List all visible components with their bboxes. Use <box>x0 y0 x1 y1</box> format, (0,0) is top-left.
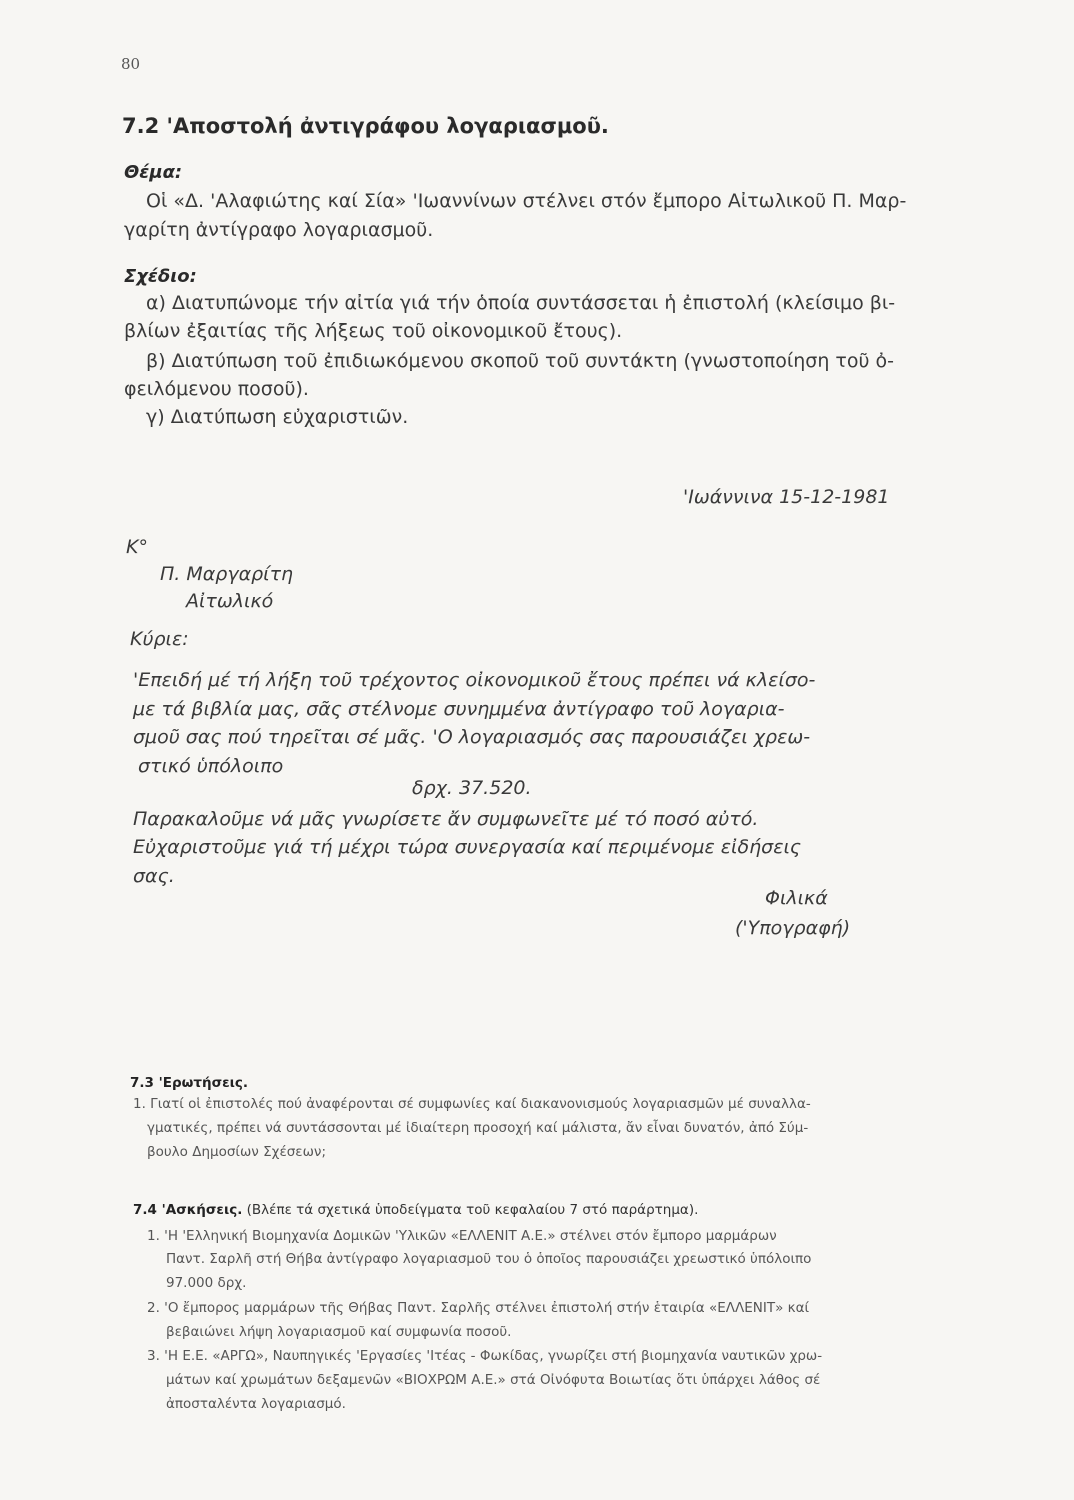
letter-body-line: στικό ὑπόλοιπο <box>138 755 284 777</box>
plan-line: βλίων ἐξαιτίας τῆς λήξεως τοῦ οἰκονομικοῦ ἔτους). <box>124 320 623 342</box>
letter-signoff: Φιλικά <box>765 887 828 909</box>
letter-signature: ('Υπογραφή) <box>735 917 851 939</box>
plan-line: α) Διατυπώνομε τήν αἰτία γιά τήν ὁποία συντάσσεται ἡ ἐπιστολή (κλείσιμο βι- <box>146 292 896 314</box>
exercise-line: βεβαιώνει λήψη λογαριασμοῦ καί συμφωνία ποσοῦ. <box>166 1324 512 1340</box>
letter-recipient-name: Π. Μαργαρίτη <box>160 563 294 585</box>
letter-closing-line: Εὐχαριστοῦμε γιά τή μέχρι τώρα συνεργασία καί περιμένομε εἰδήσεις <box>133 836 802 858</box>
letter-salutation: Κύριε: <box>130 628 189 650</box>
letter-body-line: 'Επειδή μέ τή λήξη τοῦ τρέχοντος οἰκονομικοῦ ἔτους πρέπει νά κλείσο- <box>133 669 816 691</box>
questions-heading: 7.3 'Ερωτήσεις. <box>130 1075 249 1091</box>
plan-line: γ) Διατύπωση εὐχαριστιῶν. <box>146 406 409 428</box>
exercise-line: 97.000 δρχ. <box>166 1275 247 1291</box>
exercise-line: ἀποσταλέντα λογαριασμό. <box>166 1396 346 1412</box>
theme-text-line: γαρίτη ἀντίγραφο λογαριασμοῦ. <box>124 219 434 241</box>
question-line: βουλο Δημοσίων Σχέσεων; <box>147 1144 327 1160</box>
section-heading: 7.2 'Αποστολή ἀντιγράφου λογαριασμοῦ. <box>122 114 609 138</box>
plan-line: β) Διατύπωση τοῦ ἐπιδιωκόμενου σκοποῦ τοῦ συντάκτη (γνωστοποίηση τοῦ ὀ- <box>146 350 894 372</box>
page-number: 80 <box>121 55 141 73</box>
letter-amount: δρχ. 37.520. <box>412 777 532 799</box>
letter-place-date: 'Ιωάννινα 15-12-1981 <box>683 486 890 508</box>
exercise-line: μάτων καί χρωμάτων δεξαμενῶν «ΒΙΟΧΡΩΜ Α.Ε.» στά Οἰνόφυτα Βοιωτίας ὅτι ὑπάρχει λάθος σέ <box>166 1372 821 1388</box>
exercise-line: 1. 'Η 'Ελληνική Βιομηχανία Δομικῶν 'Υλικῶν «ΕΛΛΕΝΙΤ Α.Ε.» στέλνει στόν ἔμπορο μαρμάρων <box>147 1228 777 1244</box>
exercise-line: 2. 'Ο ἔμπορος μαρμάρων τῆς Θήβας Παντ. Σαρλῆς στέλνει ἐπιστολή στήν ἑταιρία «ΕΛΛΕΝΙΤ» καί <box>147 1300 810 1316</box>
theme-label: Θέμα: <box>124 162 183 183</box>
question-line: 1. Γιατί οἱ ἐπιστολές πού ἀναφέρονται σέ συμφωνίες καί διακανονισμούς λογαριασμῶν μέ συναλλα- <box>133 1096 811 1112</box>
letter-recipient-prefix: Κ° <box>126 536 148 558</box>
plan-line: φειλόμενου ποσοῦ). <box>124 378 309 400</box>
exercises-heading-note: (Βλέπε τά σχετικά ὑποδείγματα τοῦ κεφαλαίου 7 στό παράρτημα). <box>246 1202 699 1218</box>
theme-text-line: Οἱ «Δ. 'Αλαφιώτης καί Σία» 'Ιωαννίνων στέλνει στόν ἔμπορο Αἰτωλικοῦ Π. Μαρ- <box>146 190 907 212</box>
letter-closing-line: Παρακαλοῦμε νά μᾶς γνωρίσετε ἄν συμφωνεῖτε μέ τό ποσό αὐτό. <box>133 808 759 830</box>
plan-label: Σχέδιο: <box>124 266 197 287</box>
exercise-line: 3. 'Η Ε.Ε. «ΑΡΓΩ», Ναυπηγικές 'Εργασίες 'Ιτέας - Φωκίδας, γνωρίζει στή βιομηχανία ναυτικῶν χρω- <box>147 1348 823 1364</box>
letter-body-line: με τά βιβλία μας, σᾶς στέλνομε συνημμένα ἀντίγραφο τοῦ λογαρια- <box>133 698 785 720</box>
question-line: γματικές, πρέπει νά συντάσσονται μέ ἰδιαίτερη προσοχή καί μάλιστα, ἄν εἶναι δυνατόν, ἀπό Σύμ- <box>147 1120 809 1136</box>
letter-body-line: σμοῦ σας πού τηρεῖται σέ μᾶς. 'Ο λογαριασμός σας παρουσιάζει χρεω- <box>133 726 811 748</box>
exercise-line: Παντ. Σαρλῆ στή Θήβα ἀντίγραφο λογαριασμοῦ του ὁ ὁποῖος παρουσιάζει χρεωστικό ὑπόλοιπο <box>166 1251 812 1267</box>
letter-closing-line: σας. <box>133 865 175 887</box>
letter-recipient-place: Αἰτωλικό <box>186 590 274 612</box>
exercises-heading: 7.4 'Ασκήσεις. (Βλέπε τά σχετικά ὑποδείγματα τοῦ κεφαλαίου 7 στό παράρτημα). <box>133 1202 699 1218</box>
